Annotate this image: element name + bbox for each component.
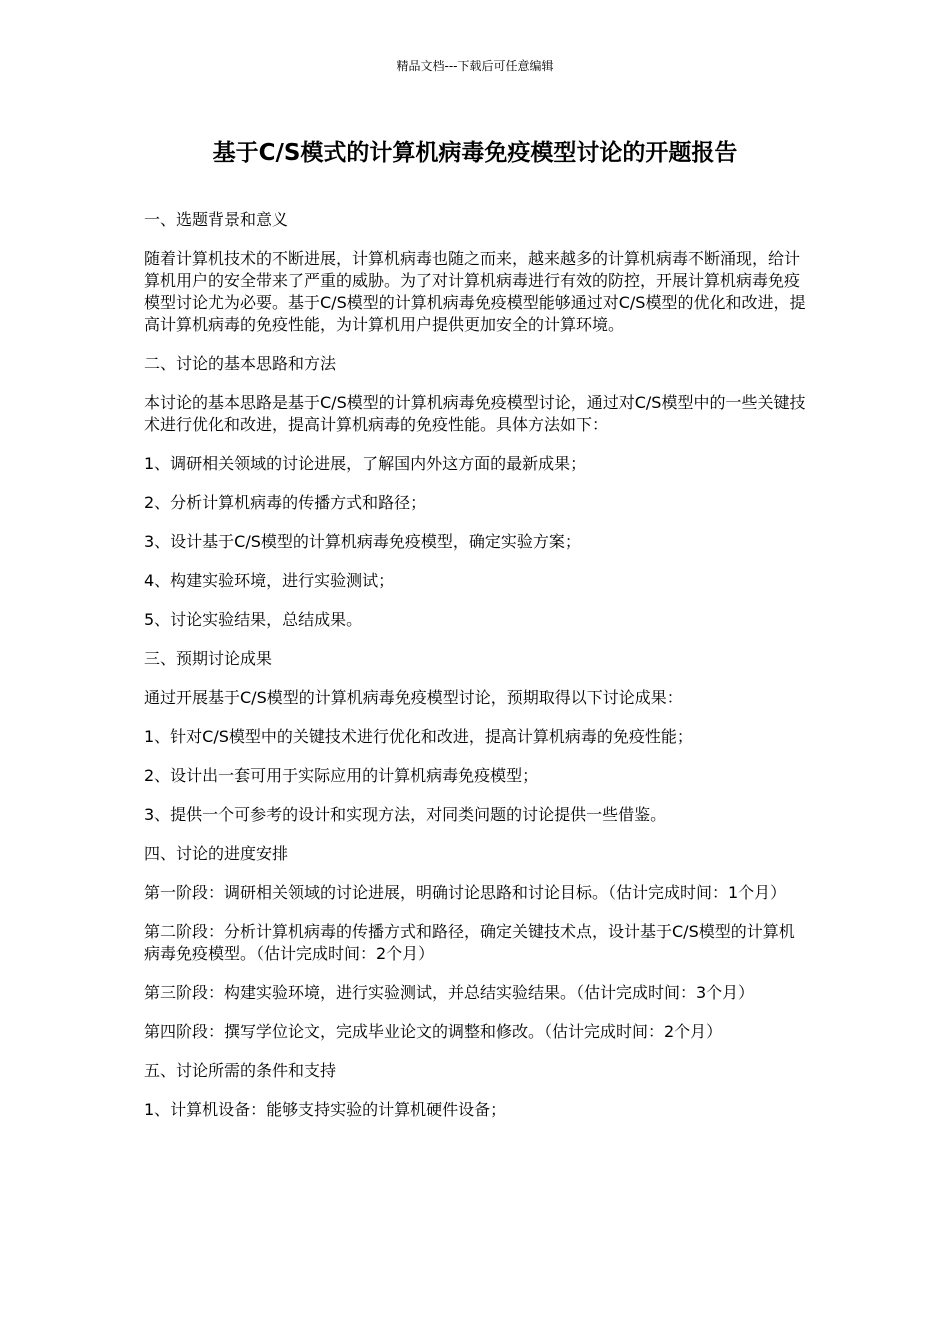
schedule-stage: 第二阶段：分析计算机病毒的传播方式和路径，确定关键技术点，设计基于C/S模型的计算机病毒免疫模型。（估计完成时间：2个月） <box>144 922 795 963</box>
list-item: 2、分析计算机病毒的传播方式和路径； <box>144 493 427 512</box>
section-heading-requirements: 五、讨论所需的条件和支持 <box>144 1061 337 1080</box>
document-body <box>144 209 809 1138</box>
list-item: 1、调研相关领域的讨论进展，了解国内外这方面的最新成果； <box>144 454 587 473</box>
list-item: 4、构建实验环境，进行实验测试； <box>144 571 395 590</box>
section-heading-outcomes: 三、预期讨论成果 <box>144 649 273 668</box>
list-item: 1、计算机设备：能够支持实验的计算机硬件设备； <box>144 1100 507 1119</box>
list-item: 3、提供一个可参考的设计和实现方法，对同类问题的讨论提供一些借鉴。 <box>144 805 667 824</box>
paragraph-approach: 本讨论的基本思路是基于C/S模型的计算机病毒免疫模型讨论，通过对C/S模型中的一些关键技术进行优化和改进，提高计算机病毒的免疫性能。具体方法如下： <box>144 393 806 434</box>
section-heading-approach: 二、讨论的基本思路和方法 <box>144 354 337 373</box>
schedule-stage: 第一阶段：调研相关领域的讨论进展，明确讨论思路和讨论目标。（估计完成时间：1个月） <box>144 883 787 902</box>
list-item: 5、讨论实验结果，总结成果。 <box>144 610 363 629</box>
section-heading-schedule: 四、讨论的进度安排 <box>144 844 289 863</box>
paragraph-background: 随着计算机技术的不断进展，计算机病毒也随之而来，越来越多的计算机病毒不断涌现，给计算机用户的安全带来了严重的威胁。为了对计算机病毒进行有效的防控，开展计算机病毒免疫模型讨论尤为必要。基于C/S模型的计算机病毒免疫模型能够通过对C/S模型的优化和改进，提高计算机病毒的免疫性能，为计算机用户提供更加安全的计算环境。 <box>144 249 806 334</box>
schedule-stage: 第四阶段：撰写学位论文，完成毕业论文的调整和修改。（估计完成时间：2个月） <box>144 1022 723 1041</box>
list-item: 3、设计基于C/S模型的计算机病毒免疫模型，确定实验方案； <box>144 532 581 551</box>
section-heading-background: 一、选题背景和意义 <box>144 210 289 229</box>
list-item: 1、针对C/S模型中的关键技术进行优化和改进，提高计算机病毒的免疫性能； <box>144 727 693 746</box>
list-item: 2、设计出一套可用于实际应用的计算机病毒免疫模型； <box>144 766 539 785</box>
schedule-stage: 第三阶段：构建实验环境，进行实验测试，并总结实验结果。（估计完成时间：3个月） <box>144 983 755 1002</box>
paragraph-outcomes: 通过开展基于C/S模型的计算机病毒免疫模型讨论，预期取得以下讨论成果： <box>144 688 683 707</box>
document-title: 基于C/S模式的计算机病毒免疫模型讨论的开题报告 <box>212 140 738 166</box>
page-header: 精品文档---下载后可任意编辑 <box>396 59 554 73</box>
